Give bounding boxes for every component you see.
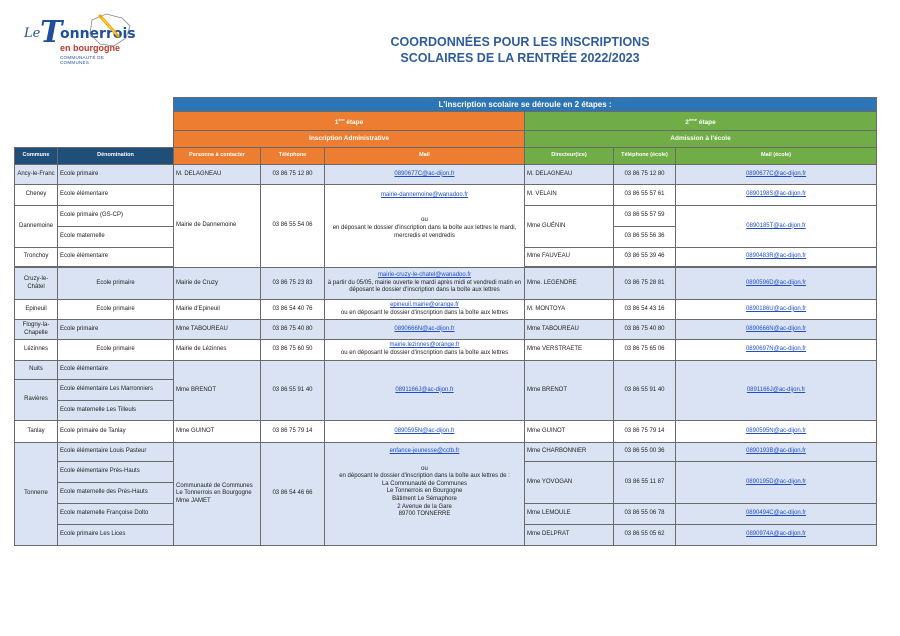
- mail-link[interactable]: 0890677C@ac-dijon.fr: [394, 170, 455, 177]
- mail-cell: enfance-jeunesse@cctb.fr ou en déposant le dossier d'inscription dans la boîte aux lettres de : La Communauté de Communes Le Tonnerrois en Bourgogne Bâtiment Le Sémaphore 2 Avenue de la Gare 89700 TONNERRE: [325, 443, 525, 546]
- mail-ecole-link[interactable]: 0890483R@ac-dijon.fr: [745, 253, 807, 260]
- tel-ecole-cell: 03 86 75 40 80: [614, 320, 676, 340]
- logo-bourgogne: en bourgogne: [60, 43, 120, 53]
- tel-ecole-cell: 03 86 75 28 81: [614, 268, 676, 300]
- table-row: [15, 361, 877, 380]
- denomination-cell: Ecole élémentaire Louis Pasteur: [58, 443, 174, 462]
- commune-cell: Epineuil: [15, 300, 58, 320]
- mail-link[interactable]: enfance-jeunesse@cctb.fr: [389, 448, 460, 454]
- directeur-cell: Mme. LEGENDRE: [525, 268, 614, 300]
- denomination-cell: Ecole primaire: [58, 340, 174, 361]
- directeur-cell: M. MONTOYA: [525, 300, 614, 320]
- directeur-cell: Mme LEMOULE: [525, 504, 614, 525]
- denomination-cell: Ecole élémentaire: [58, 248, 174, 267]
- telephone-cell: 03 86 75 60 50: [261, 340, 325, 361]
- commune-cell: Ravières: [15, 380, 58, 421]
- mail-ecole-cell: [676, 268, 877, 300]
- mail-link[interactable]: mairie-dannemoine@wanadoo.fr: [380, 191, 469, 198]
- tel-ecole-cell: 03 86 55 06 78: [614, 504, 676, 525]
- mail-ecole-link[interactable]: 0890677C@ac-dijon.fr: [745, 170, 807, 177]
- personne-cell: Mairie de Dannemoine: [174, 185, 261, 268]
- table-row: [15, 268, 877, 300]
- tonnerrois-logo: [14, 12, 134, 72]
- table-row: [15, 421, 877, 443]
- steps-banner: L'inscription scolaire se déroule en 2 étapes :: [174, 98, 877, 112]
- commune-cell: Nuits: [15, 361, 58, 380]
- directeur-cell: Mme YOVOGAN: [525, 462, 614, 504]
- mail-ecole-cell: [676, 185, 877, 206]
- commune-cell: Tanlay: [15, 421, 58, 443]
- mail-link[interactable]: mairie-cruzy-le-chatel@wanadoo.fr: [377, 272, 472, 279]
- denomination-cell: Ecole maternelle Françoise Dolto: [58, 504, 174, 525]
- mail-ecole-link[interactable]: 0890666N@ac-dijon.fr: [745, 325, 807, 332]
- mail-cell: [325, 320, 525, 340]
- telephone-cell: 03 86 55 91 40: [261, 361, 325, 421]
- mail-text: à partir du 05/05, mairie ouverte le mardi après midi et vendredi matin en déposant le dossier d'inscription dans la boîte aux lettres: [327, 279, 522, 294]
- personne-cell: M. DELAGNEAU: [174, 165, 261, 185]
- denomination-cell: Ecole maternelle Les Tilleuls: [58, 401, 174, 421]
- col-directeur: Directeur(ice): [525, 148, 614, 165]
- personne-cell: Mme BRENOT: [174, 361, 261, 421]
- mail-cell: [325, 340, 525, 361]
- mail-cell: [325, 268, 525, 300]
- logo-le: Le: [24, 26, 41, 41]
- mail-link[interactable]: mairie.lezinnes@orange.fr: [389, 342, 460, 349]
- col-mail: Mail: [325, 148, 525, 165]
- mail-text: ou en déposant le dossier d'inscription dans la boîte aux lettres: [340, 309, 509, 316]
- personne-cell: Mairie de Cruzy: [174, 268, 261, 300]
- mail-ou: ou: [421, 217, 428, 224]
- logo-onnerrois: onnerrois: [60, 26, 136, 42]
- title-line-2: SCOLAIRES DE LA RENTRÉE 2022/2023: [400, 51, 640, 65]
- table-row: [15, 320, 877, 340]
- denomination-cell: Ecole primaire: [58, 300, 174, 320]
- logo-t: T: [40, 15, 63, 50]
- tel-ecole-cell: 03 86 54 43 16: [614, 300, 676, 320]
- mail-ecole-link[interactable]: 0890185T@ac-dijon.fr: [746, 222, 806, 229]
- mail-link[interactable]: 0891166J@ac-dijon.fr: [395, 386, 454, 393]
- mail-ecole-cell: [676, 206, 877, 248]
- denomination-cell: Ecole élémentaire Les Marronniers: [58, 380, 174, 401]
- col-personne: Personne à contacter: [174, 148, 261, 165]
- personne-cell: Mairie d'Epineuil: [174, 300, 261, 320]
- mail-cell: [325, 421, 525, 443]
- mail-ecole-link[interactable]: 0890494C@ac-dijon.fr: [745, 510, 807, 517]
- step1-title: Inscription Administrative: [174, 131, 525, 148]
- mail-text: en déposant le dossier d'inscription dans la boîte aux lettres le mardi, mercredis et vendredis: [332, 225, 517, 239]
- commune-cell: Cruzy-le-Châtel: [15, 268, 58, 300]
- table-row: [15, 340, 877, 361]
- denomination-cell: Ecole primaire: [58, 268, 174, 300]
- inscriptions-table: [14, 97, 877, 546]
- denomination-cell: Ecole élémentaire: [58, 185, 174, 206]
- mail-link[interactable]: epineuil.mairie@orange.fr: [390, 301, 459, 308]
- tel-ecole-cell: 03 86 55 91 40: [614, 361, 676, 421]
- tel-ecole-cell: 03 86 75 65 06: [614, 340, 676, 361]
- tel-ecole-cell: 03 86 55 57 61: [614, 185, 676, 206]
- mail-link[interactable]: 0890666N@ac-dijon.fr: [394, 325, 455, 332]
- personne-cell: Mme TABOUREAU: [174, 320, 261, 340]
- directeur-cell: M. VELAIN: [525, 185, 614, 206]
- mail-ecole-cell: [676, 361, 877, 421]
- denomination-cell: Ecole primaire: [58, 165, 174, 185]
- commune-cell: Tonnerre: [15, 443, 58, 546]
- mail-ecole-link[interactable]: 0890198S@ac-dijon.fr: [746, 191, 806, 198]
- mail-ecole-cell: [676, 525, 877, 546]
- directeur-cell: Mme VERSTRAETE: [525, 340, 614, 361]
- logo-cc: COMMUNAUTÉ DE COMMUNES: [60, 55, 105, 65]
- col-tel-ecole: Téléphone (école): [614, 148, 676, 165]
- commune-cell: Ancy-le-Franc: [15, 165, 58, 185]
- mail-ecole-link[interactable]: 0890595N@ac-dijon.fr: [745, 427, 807, 434]
- denomination-cell: Ecole primaire de Tanlay: [58, 421, 174, 443]
- personne-cell: Communauté de Communes Le Tonnerrois en Bourgogne Mme JAMET: [174, 443, 261, 546]
- commune-cell: Tronchoy: [15, 248, 58, 267]
- denomination-cell: Ecole maternelle des Prés-Hauts: [58, 483, 174, 504]
- commune-cell: Dannemoine: [15, 206, 58, 248]
- table-row: [15, 300, 877, 320]
- logo-map-icon: [78, 12, 138, 56]
- step2-title: Admission à l'école: [525, 131, 877, 148]
- tel-ecole-cell: 03 86 55 05 62: [614, 525, 676, 546]
- mail-ecole-cell: [676, 462, 877, 504]
- mail-ecole-link[interactable]: 0890195D@ac-dijon.fr: [745, 478, 807, 485]
- telephone-cell: 03 86 75 40 80: [261, 320, 325, 340]
- denomination-cell: Ecole primaire (GS-CP): [58, 206, 174, 227]
- telephone-cell: 03 86 54 46 66: [261, 443, 325, 546]
- commune-cell: Cheney: [15, 185, 58, 206]
- mail-cell: [325, 165, 525, 185]
- mail-cell: [325, 300, 525, 320]
- denomination-cell: Ecole primaire Les Lices: [58, 525, 174, 546]
- col-mail-ecole: Mail (école): [676, 148, 877, 165]
- col-telephone: Téléphone: [261, 148, 325, 165]
- directeur-cell: Mme BRENOT: [525, 361, 614, 421]
- table-row: [15, 185, 877, 206]
- personne-cell: Mairie de Lézinnes: [174, 340, 261, 361]
- mail-ecole-cell: [676, 300, 877, 320]
- mail-cell: [325, 361, 525, 421]
- col-denomination: Dénomination: [58, 148, 174, 165]
- telephone-cell: 03 86 75 12 80: [261, 165, 325, 185]
- directeur-cell: Mme CHARBONNIER: [525, 443, 614, 462]
- directeur-cell: Mme GUÉNIN: [525, 206, 614, 248]
- tel-ecole-cell: 03 86 75 12 80: [614, 165, 676, 185]
- page-title: [300, 34, 740, 66]
- mail-text: ou en déposant le dossier d'inscription dans la boîte aux lettres: [340, 350, 509, 356]
- directeur-cell: Mme TABOUREAU: [525, 320, 614, 340]
- mail-ecole-link[interactable]: 0890596D@ac-dijon.fr: [745, 279, 807, 286]
- mail-ecole-cell: [676, 340, 877, 361]
- telephone-cell: 03 86 75 23 83: [261, 268, 325, 300]
- col-commune: Commune: [15, 148, 58, 165]
- denomination-cell: Ecole élémentaire Prés-Hauts: [58, 462, 174, 483]
- tel-ecole-cell: 03 86 55 57 59: [614, 206, 676, 227]
- step1-label: 1ère étape: [174, 112, 525, 131]
- tel-ecole-cell: 03 86 75 79 14: [614, 421, 676, 443]
- mail-ecole-link[interactable]: 0890697N@ac-dijon.fr: [745, 346, 807, 353]
- mail-ecole-link[interactable]: 0890974A@ac-dijon.fr: [746, 531, 806, 538]
- tel-ecole-cell: 03 86 55 56 36: [614, 227, 676, 248]
- mail-ecole-cell: [676, 320, 877, 340]
- mail-ecole-cell: [676, 504, 877, 525]
- mail-ecole-cell: [676, 443, 877, 462]
- mail-ecole-link[interactable]: 0891166J@ac-dijon.fr: [746, 386, 806, 393]
- title-line-1: COORDONNÉES POUR LES INSCRIPTIONS: [390, 35, 650, 49]
- tel-ecole-cell: 03 86 55 11 87: [614, 462, 676, 504]
- directeur-cell: Mme GUINOT: [525, 421, 614, 443]
- mail-cell: [325, 185, 525, 268]
- table-row: [15, 165, 877, 185]
- tel-ecole-cell: 03 86 55 00 36: [614, 443, 676, 462]
- mail-ecole-cell: [676, 165, 877, 185]
- table-row: [15, 443, 877, 462]
- telephone-cell: 03 86 75 79 14: [261, 421, 325, 443]
- mail-ecole-cell: [676, 421, 877, 443]
- denomination-cell: Ecole élémentaire: [58, 361, 174, 380]
- telephone-cell: 03 86 54 40 76: [261, 300, 325, 320]
- mail-ecole-cell: [676, 248, 877, 267]
- denomination-cell: Ecole primaire: [58, 320, 174, 340]
- directeur-cell: Mme DELPRAT: [525, 525, 614, 546]
- denomination-cell: Ecole maternelle: [58, 227, 174, 248]
- personne-cell: Mme GUINOT: [174, 421, 261, 443]
- commune-cell: Lézinnes: [15, 340, 58, 361]
- telephone-cell: 03 86 55 54 06: [261, 185, 325, 268]
- step2-label: 2ème étape: [525, 112, 877, 131]
- mail-link[interactable]: 0890595N@ac-dijon.fr: [394, 427, 455, 434]
- mail-ecole-link[interactable]: 0890186U@ac-dijon.fr: [745, 305, 807, 312]
- mail-ecole-link[interactable]: 0890193B@ac-dijon.fr: [746, 448, 806, 455]
- commune-cell: Flogny-la-Chapelle: [15, 320, 58, 340]
- tel-ecole-cell: 03 86 55 39 46: [614, 248, 676, 267]
- directeur-cell: M. DELAGNEAU: [525, 165, 614, 185]
- directeur-cell: Mme FAUVEAU: [525, 248, 614, 267]
